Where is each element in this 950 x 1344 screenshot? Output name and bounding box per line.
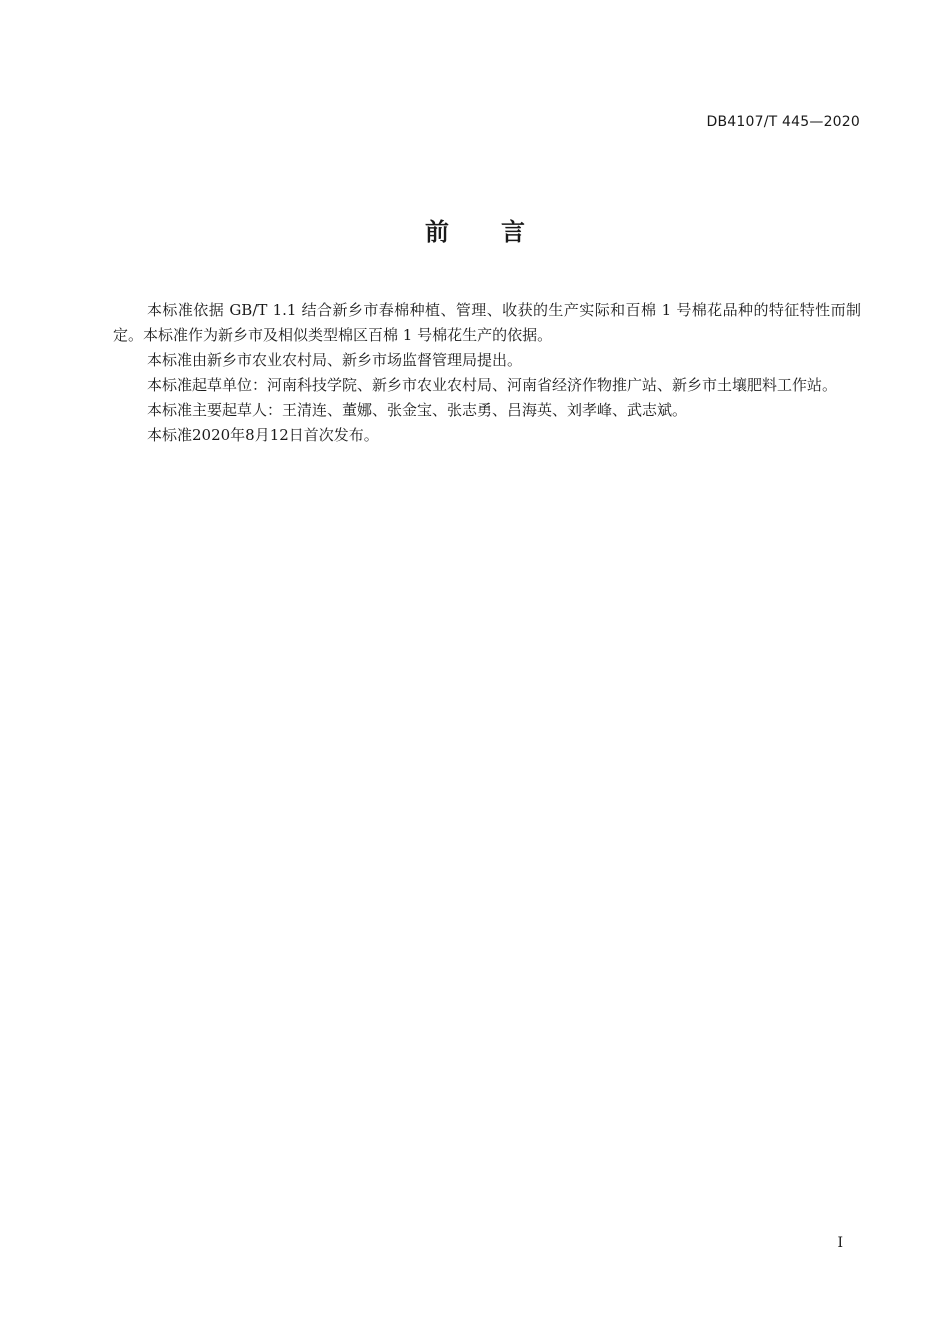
paragraph-basis: 本标准依据 GB/T 1.1 结合新乡市春棉种植、管理、收获的生产实际和百棉 1 号棉花品种的特征特性而制定。本标准作为新乡市及相似类型棉区百棉 1 号棉花生产的依据。 bbox=[113, 301, 861, 344]
paragraph-proposer: 本标准由新乡市农业农村局、新乡市场监督管理局提出。 bbox=[147, 351, 523, 369]
page-number: I bbox=[837, 1235, 843, 1251]
foreword-body bbox=[113, 298, 861, 448]
paragraph-release-date: 本标准2020年8月12日首次发布。 bbox=[147, 426, 379, 444]
paragraph-drafting-units: 本标准起草单位：河南科技学院、新乡市农业农村局、河南省经济作物推广站、新乡市土壤肥料工作站。 bbox=[147, 376, 838, 394]
document-code: DB4107/T 445—2020 bbox=[706, 114, 860, 130]
page-title: 前言 bbox=[425, 218, 577, 246]
paragraph-drafters: 本标准主要起草人：王清连、董娜、张金宝、张志勇、吕海英、刘孝峰、武志斌。 bbox=[147, 401, 688, 419]
